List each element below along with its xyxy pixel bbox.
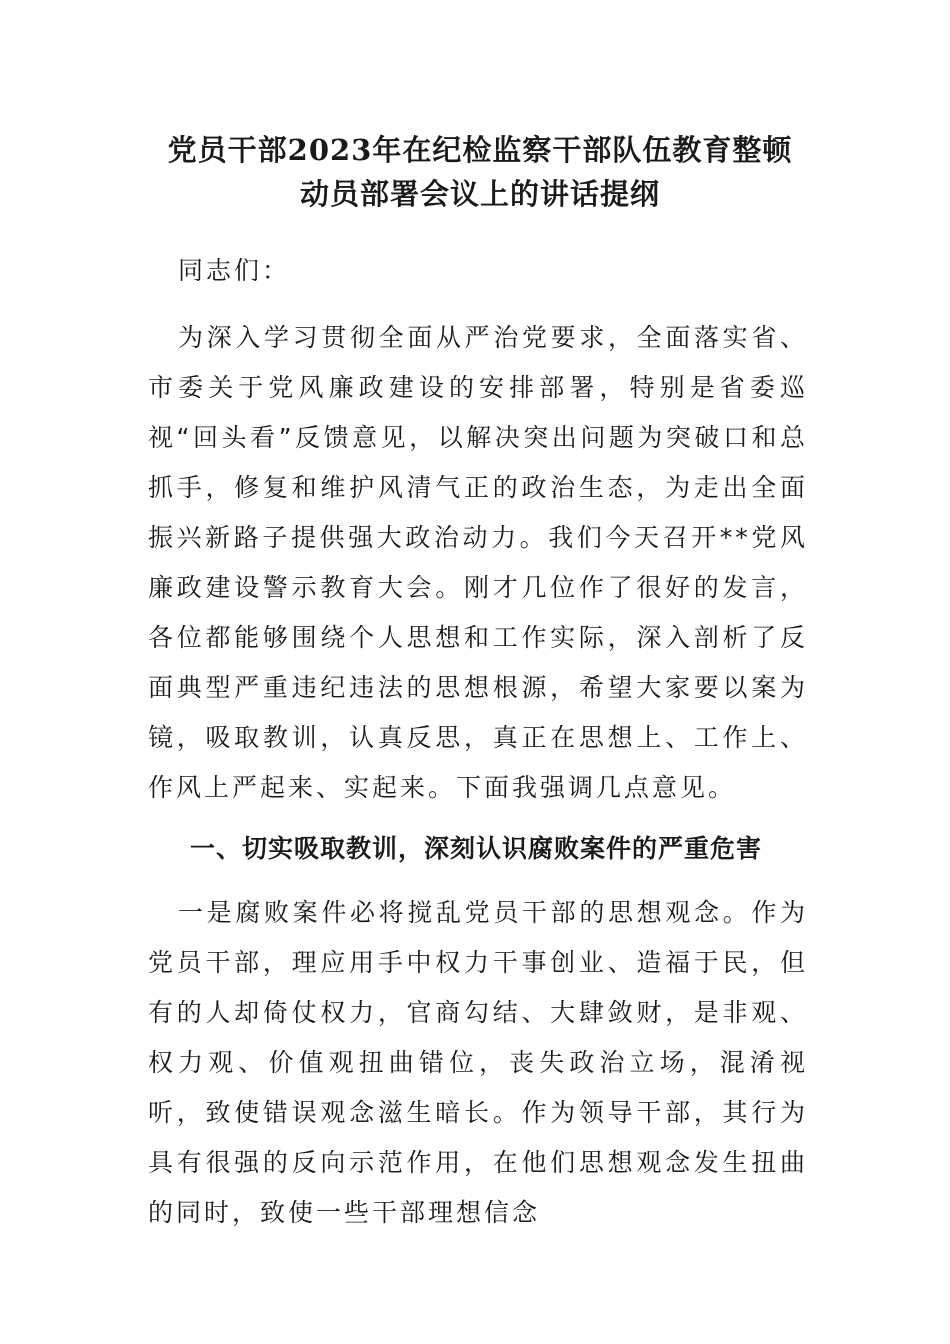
paragraph-intro: 为深入学习贯彻全面从严治党要求，全面落实省、市委关于党风廉政建设的安排部署，特别是省委巡视“回头看”反馈意见，以解决突出问题为突破口和总抓手，修复和维护风清气正的政治生态，为走出全面振兴新路子提供强大政治动力。我们今天召开**党风廉政建设警示教育大会。刚才几位作了很好的发言，各位都能够围绕个人思想和工作实际，深入剖析了反面典型严重违纪违法的思想根源，希望大家要以案为镜，吸取教训，认真反思，真正在思想上、工作上、作风上严起来、实起来。下面我强调几点意见。 (148, 323, 808, 802)
section-heading-1: 一、切实吸取教训，深刻认识腐败案件的严重危害 (190, 834, 763, 863)
paragraph-section1-point1: 一是腐败案件必将搅乱党员干部的思想观念。作为党员干部，理应用手中权力干事创业、造福于民，但有的人却倚仗权力，官商勾结、大肆敛财，是非观、权力观、价值观扭曲错位，丧失政治立场，混淆视听，致使错误观念滋生暗长。作为领导干部，其行为具有很强的反向示范作用，在他们思想观念发生扭曲的同时，致使一些干部理想信念 (148, 898, 808, 1227)
document-title-line1: 党员干部2023年在纪检监察干部队伍教育整顿 (167, 133, 793, 167)
document-title-line2: 动员部署会议上的讲话提纲 (299, 177, 660, 211)
greeting: 同志们： (178, 256, 291, 285)
